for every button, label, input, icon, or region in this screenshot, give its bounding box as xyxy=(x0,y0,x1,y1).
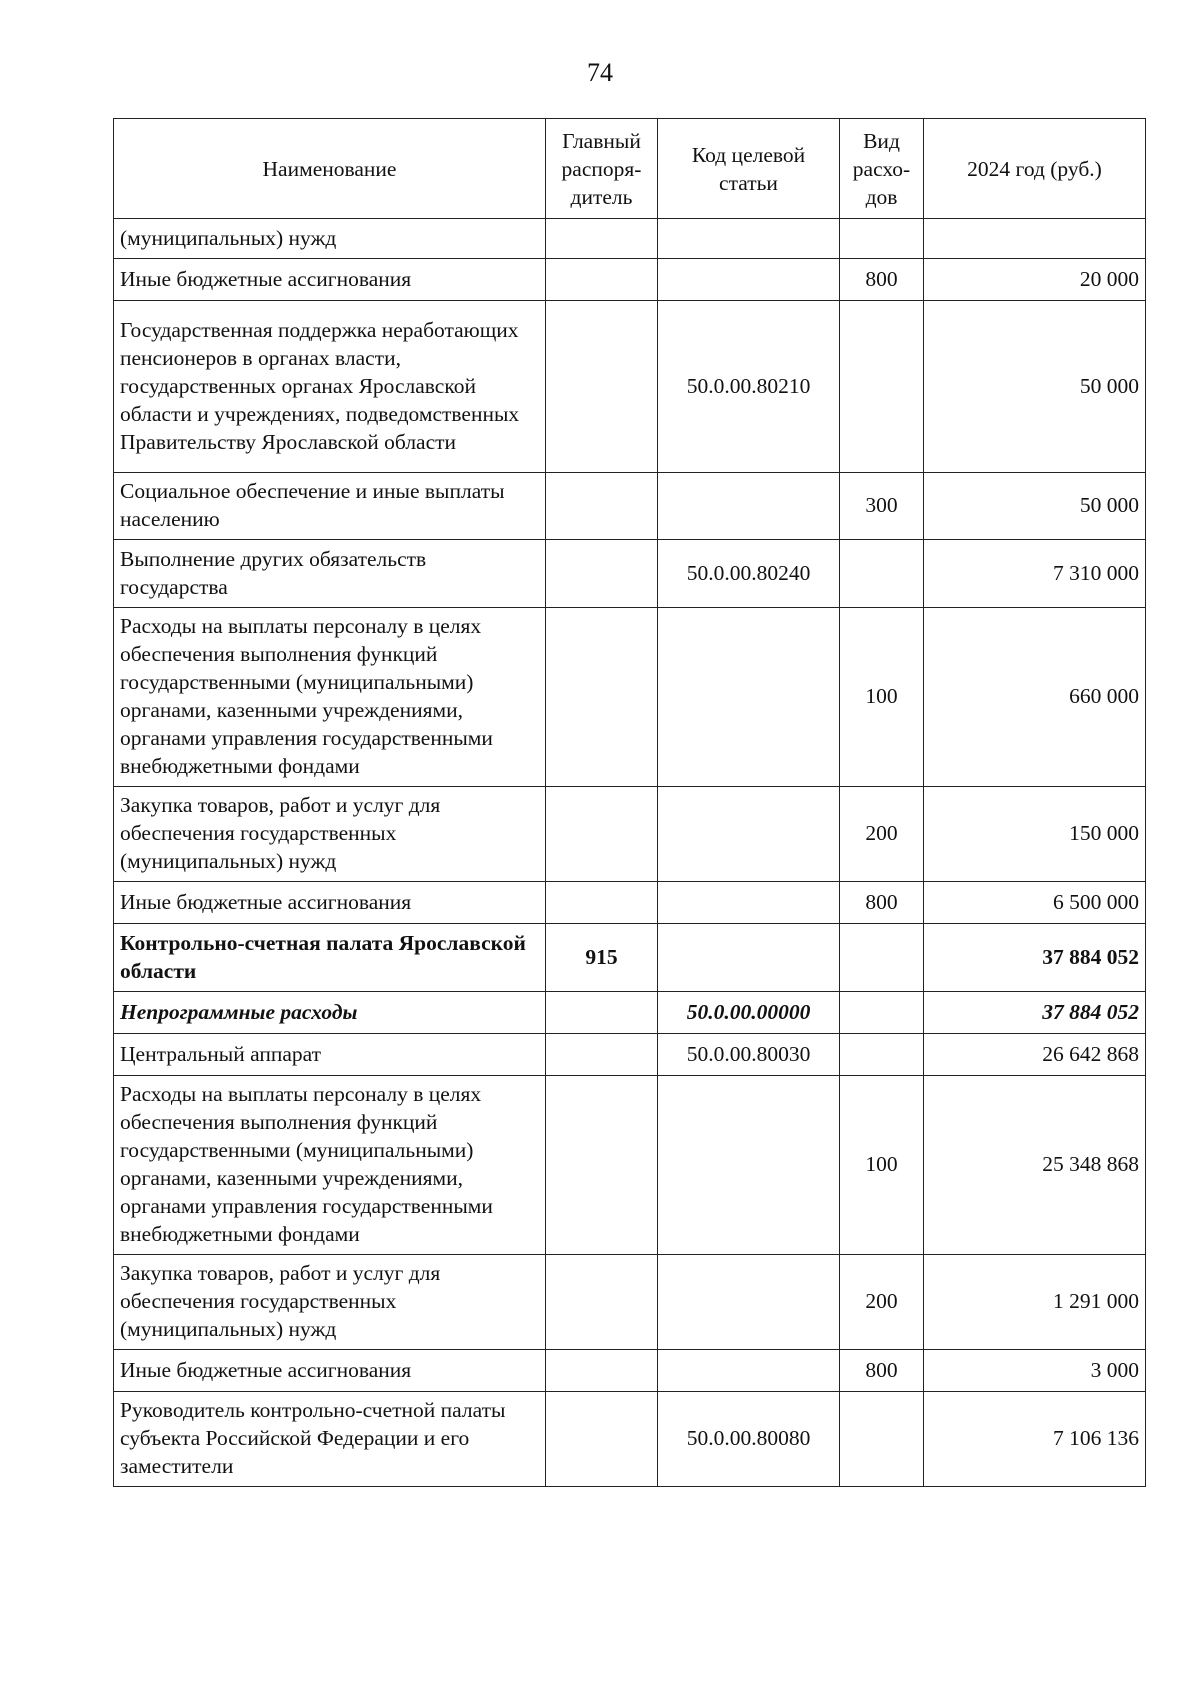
cell-name: Иные бюджетные ассигнования xyxy=(114,1350,546,1392)
cell-kind xyxy=(840,1392,924,1487)
cell-grbs xyxy=(546,1255,658,1350)
cell-name: Центральный аппарат xyxy=(114,1034,546,1076)
header-row xyxy=(114,119,1146,219)
cell-code: 50.0.00.80210 xyxy=(658,301,840,473)
cell-name: Выполнение других обязательств государства xyxy=(114,540,546,608)
cell-code xyxy=(658,924,840,992)
cell-code xyxy=(658,1350,840,1392)
table-row xyxy=(114,1392,1146,1487)
cell-grbs xyxy=(546,1392,658,1487)
table-row xyxy=(114,608,1146,787)
cell-sum: 50 000 xyxy=(924,301,1146,473)
table-body xyxy=(114,219,1146,1487)
cell-kind xyxy=(840,540,924,608)
cell-name: Расходы на выплаты персоналу в целях обеспечения выполнения функций государственными (муниципальными) органами, казенными учреждениями, органами управления государственными внебюджетными фондами xyxy=(114,1076,546,1255)
cell-name: (муниципальных) нужд xyxy=(114,219,546,259)
cell-grbs xyxy=(546,1076,658,1255)
cell-name: Закупка товаров, работ и услуг для обеспечения государственных (муниципальных) нужд xyxy=(114,787,546,882)
table-row xyxy=(114,540,1146,608)
cell-code xyxy=(658,1255,840,1350)
table-row xyxy=(114,1034,1146,1076)
table-row xyxy=(114,882,1146,924)
cell-kind: 100 xyxy=(840,608,924,787)
cell-sum: 37 884 052 xyxy=(924,992,1146,1034)
cell-name: Расходы на выплаты персоналу в целях обеспечения выполнения функций государственными (муниципальными) органами, казенными учреждениями, органами управления государственными внебюджетными фондами xyxy=(114,608,546,787)
cell-sum: 25 348 868 xyxy=(924,1076,1146,1255)
cell-name: Социальное обеспечение и иные выплаты населению xyxy=(114,473,546,540)
cell-grbs xyxy=(546,1350,658,1392)
cell-grbs xyxy=(546,473,658,540)
cell-sum: 7 106 136 xyxy=(924,1392,1146,1487)
cell-grbs xyxy=(546,608,658,787)
cell-code: 50.0.00.80030 xyxy=(658,1034,840,1076)
cell-grbs xyxy=(546,301,658,473)
cell-name: Государственная поддержка неработающих пенсионеров в органах власти, государственных органах Ярославской области и учреждениях, подведомственных Правительству Ярославской области xyxy=(114,301,546,473)
cell-sum: 1 291 000 xyxy=(924,1255,1146,1350)
cell-kind xyxy=(840,301,924,473)
cell-grbs xyxy=(546,540,658,608)
cell-sum: 26 642 868 xyxy=(924,1034,1146,1076)
header-kind: Вид расхо-дов xyxy=(840,119,924,219)
cell-kind: 800 xyxy=(840,259,924,301)
cell-kind: 800 xyxy=(840,882,924,924)
cell-sum: 7 310 000 xyxy=(924,540,1146,608)
table-row xyxy=(114,787,1146,882)
cell-sum: 37 884 052 xyxy=(924,924,1146,992)
cell-kind: 200 xyxy=(840,787,924,882)
cell-kind xyxy=(840,1034,924,1076)
cell-kind: 300 xyxy=(840,473,924,540)
budget-table xyxy=(113,118,1146,1487)
header-grbs: Главный распоря-дитель xyxy=(546,119,658,219)
cell-grbs xyxy=(546,259,658,301)
cell-code xyxy=(658,608,840,787)
cell-name: Иные бюджетные ассигнования xyxy=(114,259,546,301)
cell-code xyxy=(658,219,840,259)
cell-kind: 200 xyxy=(840,1255,924,1350)
cell-grbs: 915 xyxy=(546,924,658,992)
cell-code xyxy=(658,473,840,540)
cell-kind: 100 xyxy=(840,1076,924,1255)
header-sum: 2024 год (руб.) xyxy=(924,119,1146,219)
cell-name: Иные бюджетные ассигнования xyxy=(114,882,546,924)
table-row xyxy=(114,1076,1146,1255)
table-row xyxy=(114,301,1146,473)
cell-sum: 150 000 xyxy=(924,787,1146,882)
table-header xyxy=(114,119,1146,219)
cell-name: Контрольно-счетная палата Ярославской области xyxy=(114,924,546,992)
cell-sum: 20 000 xyxy=(924,259,1146,301)
cell-kind xyxy=(840,924,924,992)
cell-grbs xyxy=(546,882,658,924)
header-name: Наименование xyxy=(114,119,546,219)
cell-name: Руководитель контрольно-счетной палаты субъекта Российской Федерации и его заместители xyxy=(114,1392,546,1487)
table-row xyxy=(114,1350,1146,1392)
cell-grbs xyxy=(546,992,658,1034)
cell-name: Закупка товаров, работ и услуг для обеспечения государственных (муниципальных) нужд xyxy=(114,1255,546,1350)
cell-sum: 3 000 xyxy=(924,1350,1146,1392)
cell-code: 50.0.00.80240 xyxy=(658,540,840,608)
table-row xyxy=(114,1255,1146,1350)
cell-code: 50.0.00.80080 xyxy=(658,1392,840,1487)
cell-sum: 6 500 000 xyxy=(924,882,1146,924)
cell-code xyxy=(658,787,840,882)
cell-sum: 660 000 xyxy=(924,608,1146,787)
cell-name: Непрограммные расходы xyxy=(114,992,546,1034)
header-code: Код целевой статьи xyxy=(658,119,840,219)
cell-code xyxy=(658,1076,840,1255)
cell-sum: 50 000 xyxy=(924,473,1146,540)
cell-kind xyxy=(840,992,924,1034)
table-row xyxy=(114,259,1146,301)
cell-grbs xyxy=(546,219,658,259)
cell-grbs xyxy=(546,1034,658,1076)
cell-sum xyxy=(924,219,1146,259)
cell-grbs xyxy=(546,787,658,882)
cell-code xyxy=(658,882,840,924)
cell-kind xyxy=(840,219,924,259)
page-number: 74 xyxy=(587,58,613,87)
cell-code xyxy=(658,259,840,301)
table-row xyxy=(114,992,1146,1034)
table-row xyxy=(114,924,1146,992)
cell-kind: 800 xyxy=(840,1350,924,1392)
table-row xyxy=(114,473,1146,540)
cell-code: 50.0.00.00000 xyxy=(658,992,840,1034)
table-row xyxy=(114,219,1146,259)
